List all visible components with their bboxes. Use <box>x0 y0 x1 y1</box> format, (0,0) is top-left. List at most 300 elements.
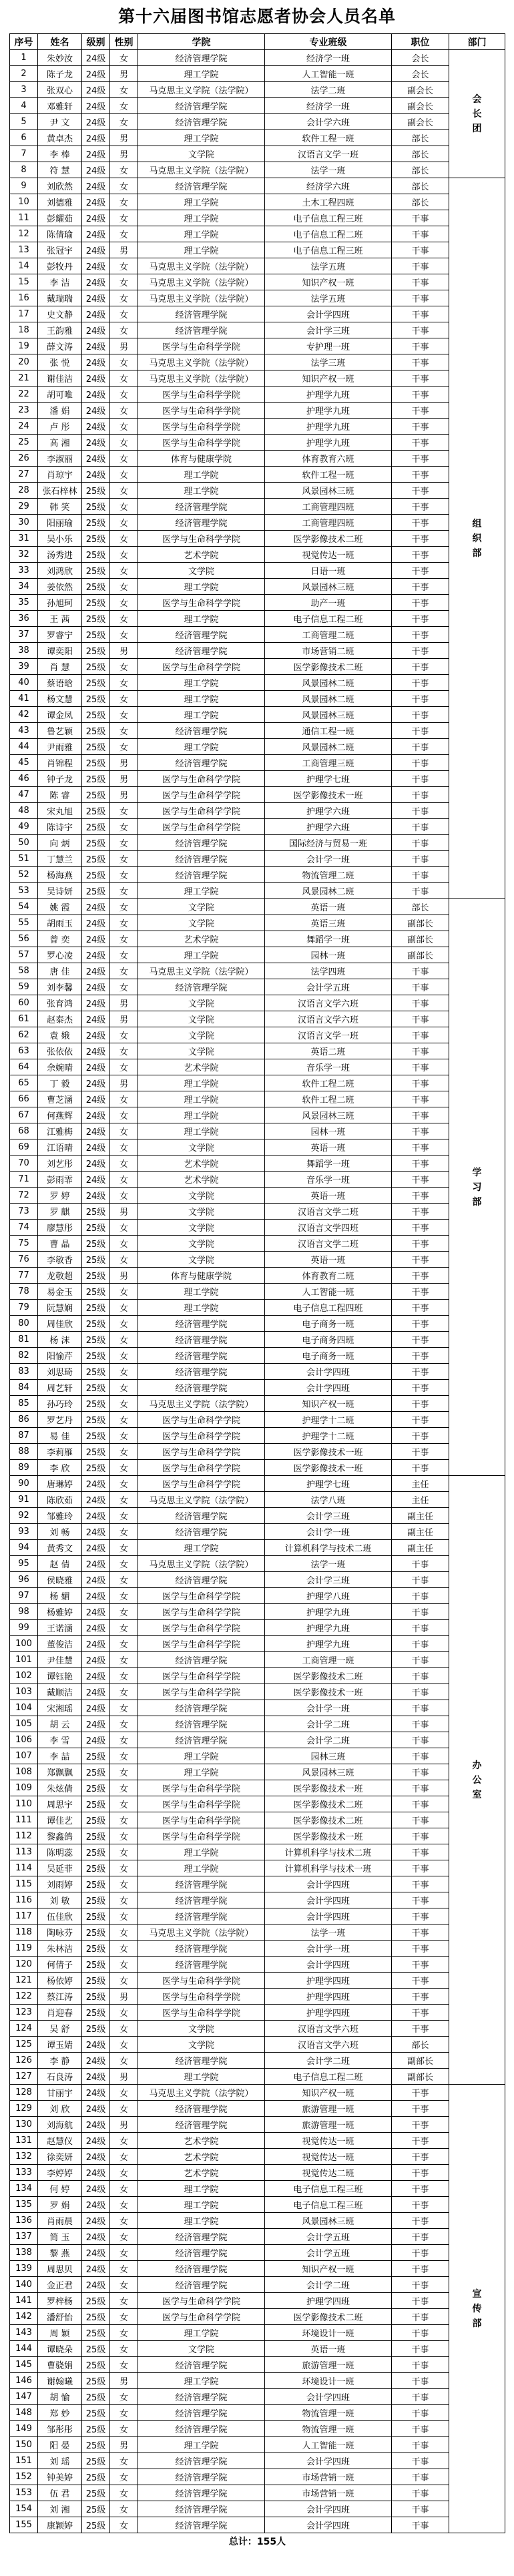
member-college: 经济管理学院 <box>138 2357 265 2373</box>
member-gender: 女 <box>110 1428 138 1444</box>
member-name: 唐 佳 <box>38 963 82 979</box>
member-class: 会计学六班 <box>265 114 392 130</box>
table-row <box>10 451 505 467</box>
row-index: 136 <box>10 2213 38 2229</box>
member-college: 马克思主义学院（法学院） <box>138 354 265 370</box>
member-name: 张冠宇 <box>38 242 82 258</box>
table-row <box>10 1364 505 1380</box>
member-college: 理工学院 <box>138 611 265 627</box>
member-college: 经济管理学院 <box>138 2469 265 2485</box>
member-class: 电子信息工程三班 <box>265 2197 392 2213</box>
row-index: 138 <box>10 2245 38 2261</box>
member-class: 医学影像技术二班 <box>265 659 392 675</box>
member-name: 张育鸿 <box>38 995 82 1011</box>
row-index: 61 <box>10 1011 38 1027</box>
member-gender: 女 <box>110 50 138 66</box>
member-college: 经济管理学院 <box>138 1957 265 1973</box>
row-index: 47 <box>10 787 38 803</box>
member-name: 向 炳 <box>38 835 82 851</box>
member-position: 干事 <box>392 1364 449 1380</box>
table-row <box>10 1876 505 1892</box>
member-gender: 女 <box>110 322 138 338</box>
member-name: 符 慧 <box>38 162 82 178</box>
member-college: 理工学院 <box>138 2437 265 2453</box>
member-position: 干事 <box>392 1764 449 1780</box>
member-name: 李莉雁 <box>38 1444 82 1460</box>
member-name: 谭佳艺 <box>38 1812 82 1828</box>
member-position: 干事 <box>392 1204 449 1220</box>
row-index: 82 <box>10 1348 38 1364</box>
member-position: 副部长 <box>392 2053 449 2069</box>
row-index: 12 <box>10 226 38 242</box>
member-name: 韩 笑 <box>38 499 82 515</box>
member-gender: 男 <box>110 1268 138 1284</box>
member-position: 干事 <box>392 1716 449 1732</box>
member-college: 医学与生命科学学院 <box>138 387 265 403</box>
member-name: 周艺轩 <box>38 1380 82 1396</box>
row-index: 135 <box>10 2197 38 2213</box>
member-college: 马克思主义学院（法学院） <box>138 1556 265 1572</box>
member-name: 孙巧玲 <box>38 1396 82 1412</box>
member-position: 副主任 <box>392 1508 449 1524</box>
member-college: 医学与生命科学学院 <box>138 1412 265 1428</box>
member-gender: 女 <box>110 1924 138 1941</box>
table-row <box>10 2165 505 2181</box>
member-name: 薛文涛 <box>38 338 82 354</box>
member-name: 黎 燕 <box>38 2245 82 2261</box>
member-class: 电子信息工程四班 <box>265 1300 392 1316</box>
member-position: 干事 <box>392 2437 449 2453</box>
member-position: 干事 <box>392 1732 449 1748</box>
member-gender: 女 <box>110 82 138 98</box>
member-gender: 男 <box>110 242 138 258</box>
member-grade: 24级 <box>82 370 110 387</box>
member-college: 理工学院 <box>138 2325 265 2341</box>
member-name: 胡雨玉 <box>38 915 82 931</box>
row-index: 83 <box>10 1364 38 1380</box>
row-index: 16 <box>10 290 38 306</box>
member-class: 工商管理二班 <box>265 627 392 643</box>
table-row <box>10 2229 505 2245</box>
table-row <box>10 258 505 274</box>
member-name: 钟子龙 <box>38 771 82 787</box>
member-position: 干事 <box>392 1700 449 1716</box>
member-class: 护理学九班 <box>265 1604 392 1620</box>
member-class: 护理学四班 <box>265 2293 392 2309</box>
member-class: 护理学九班 <box>265 1636 392 1652</box>
member-class: 园林一班 <box>265 947 392 963</box>
member-position: 干事 <box>392 1588 449 1604</box>
row-index: 57 <box>10 947 38 963</box>
row-index: 10 <box>10 194 38 210</box>
member-name: 周 颖 <box>38 2325 82 2341</box>
member-grade: 25级 <box>82 499 110 515</box>
member-position: 副会长 <box>392 82 449 98</box>
member-grade: 25级 <box>82 1941 110 1957</box>
member-class: 会计学五班 <box>265 2229 392 2245</box>
member-gender: 女 <box>110 483 138 499</box>
member-position: 副部长 <box>392 947 449 963</box>
row-index: 43 <box>10 723 38 739</box>
member-college: 理工学院 <box>138 226 265 242</box>
table-row <box>10 1844 505 1860</box>
row-index: 85 <box>10 1396 38 1412</box>
table-row <box>10 1924 505 1941</box>
table-row <box>10 755 505 771</box>
row-index: 90 <box>10 1476 38 1492</box>
member-gender: 女 <box>110 1892 138 1908</box>
member-name: 谢佳洁 <box>38 370 82 387</box>
table-row <box>10 1780 505 1796</box>
member-class: 音乐学一班 <box>265 1059 392 1075</box>
member-name: 周佳欣 <box>38 1316 82 1332</box>
member-gender: 女 <box>110 1700 138 1716</box>
member-name: 谢翰曦 <box>38 2373 82 2389</box>
table-row <box>10 1043 505 1059</box>
member-position: 干事 <box>392 2501 449 2517</box>
member-gender: 女 <box>110 2037 138 2053</box>
member-gender: 女 <box>110 595 138 611</box>
row-index: 119 <box>10 1941 38 1957</box>
member-grade: 25级 <box>82 2341 110 2357</box>
table-row <box>10 1572 505 1588</box>
row-index: 67 <box>10 1107 38 1123</box>
row-index: 42 <box>10 707 38 723</box>
member-gender: 女 <box>110 1172 138 1188</box>
member-name: 杨依婷 <box>38 1973 82 1989</box>
member-class: 风景园林二班 <box>265 739 392 755</box>
member-name: 杨 沫 <box>38 1332 82 1348</box>
member-class: 土木工程四班 <box>265 194 392 210</box>
member-class: 护理学七班 <box>265 1476 392 1492</box>
row-index: 48 <box>10 803 38 819</box>
member-gender: 女 <box>110 1764 138 1780</box>
member-position: 干事 <box>392 1059 449 1075</box>
table-row <box>10 162 505 178</box>
member-name: 江语晴 <box>38 1139 82 1155</box>
member-gender: 女 <box>110 1524 138 1540</box>
member-gender: 女 <box>110 1123 138 1139</box>
row-index: 116 <box>10 1892 38 1908</box>
member-grade: 25级 <box>82 1973 110 1989</box>
row-index: 107 <box>10 1748 38 1764</box>
table-row <box>10 66 505 82</box>
member-name: 郑 妙 <box>38 2405 82 2421</box>
row-index: 73 <box>10 1204 38 1220</box>
table-row <box>10 1075 505 1091</box>
table-row <box>10 707 505 723</box>
row-index: 17 <box>10 306 38 322</box>
member-college: 理工学院 <box>138 1748 265 1764</box>
row-index: 150 <box>10 2437 38 2453</box>
department-name: 学习部 <box>472 1167 482 1208</box>
member-grade: 25级 <box>82 1204 110 1220</box>
member-class: 体育教育六班 <box>265 451 392 467</box>
member-class: 环境设计一班 <box>265 2325 392 2341</box>
member-grade: 24级 <box>82 979 110 995</box>
member-college: 经济管理学院 <box>138 867 265 883</box>
table-row <box>10 1268 505 1284</box>
member-position: 干事 <box>392 242 449 258</box>
member-grade: 24级 <box>82 82 110 98</box>
member-position: 干事 <box>392 306 449 322</box>
member-gender: 女 <box>110 1300 138 1316</box>
member-gender: 女 <box>110 2261 138 2277</box>
table-row <box>10 915 505 931</box>
member-class: 护理学四班 <box>265 1989 392 2005</box>
member-class: 旅游管理一班 <box>265 2117 392 2133</box>
member-name: 阳丽瑜 <box>38 515 82 531</box>
member-name: 刘思琦 <box>38 1364 82 1380</box>
member-name: 陈子龙 <box>38 66 82 82</box>
member-name: 刘 敏 <box>38 1892 82 1908</box>
member-class: 会计学五班 <box>265 2245 392 2261</box>
member-college: 医学与生命科学学院 <box>138 2293 265 2309</box>
member-class: 法学五班 <box>265 290 392 306</box>
table-row <box>10 1508 505 1524</box>
member-class: 市场营销一班 <box>265 2485 392 2501</box>
member-class: 汉语言文学四班 <box>265 1220 392 1236</box>
member-grade: 25级 <box>82 1764 110 1780</box>
member-college: 理工学院 <box>138 2213 265 2229</box>
member-class: 护理学十二班 <box>265 1428 392 1444</box>
member-grade: 24级 <box>82 1027 110 1043</box>
member-gender: 女 <box>110 2181 138 2197</box>
row-index: 148 <box>10 2405 38 2421</box>
member-class: 专护理一班 <box>265 338 392 354</box>
table-row <box>10 2277 505 2293</box>
member-position: 干事 <box>392 2405 449 2421</box>
table-row <box>10 1941 505 1957</box>
member-class: 工商管理四班 <box>265 515 392 531</box>
member-name: 宋丸旭 <box>38 803 82 819</box>
row-index: 132 <box>10 2149 38 2165</box>
table-row <box>10 499 505 515</box>
member-grade: 24级 <box>82 947 110 963</box>
member-name: 杨文慧 <box>38 691 82 707</box>
member-name: 黄卓杰 <box>38 130 82 146</box>
row-index: 141 <box>10 2293 38 2309</box>
member-name: 蔡江涛 <box>38 1989 82 2005</box>
member-gender: 女 <box>110 2245 138 2261</box>
member-position: 干事 <box>392 1011 449 1027</box>
member-class: 风景园林三班 <box>265 579 392 595</box>
member-college: 马克思主义学院（法学院） <box>138 1924 265 1941</box>
table-row <box>10 1796 505 1812</box>
member-position: 干事 <box>392 547 449 563</box>
member-position: 干事 <box>392 2181 449 2197</box>
table-row <box>10 2309 505 2325</box>
member-gender: 女 <box>110 226 138 242</box>
member-name: 李淑丽 <box>38 451 82 467</box>
member-college: 经济管理学院 <box>138 178 265 194</box>
member-name: 徐奕妍 <box>38 2149 82 2165</box>
member-grade: 25级 <box>82 867 110 883</box>
member-name: 伍 君 <box>38 2485 82 2501</box>
member-college: 理工学院 <box>138 1075 265 1091</box>
table-row <box>10 947 505 963</box>
row-index: 63 <box>10 1043 38 1059</box>
member-grade: 25级 <box>82 1924 110 1941</box>
member-name: 赵 倩 <box>38 1556 82 1572</box>
table-row <box>10 2245 505 2261</box>
member-gender: 女 <box>110 2421 138 2437</box>
table-row <box>10 1989 505 2005</box>
member-position: 干事 <box>392 451 449 467</box>
member-class: 风景园林二班 <box>265 883 392 899</box>
member-position: 干事 <box>392 1252 449 1268</box>
member-college: 经济管理学院 <box>138 1380 265 1396</box>
table-row <box>10 2149 505 2165</box>
member-grade: 24级 <box>82 1588 110 1604</box>
member-grade: 25级 <box>82 2309 110 2325</box>
row-index: 89 <box>10 1460 38 1476</box>
member-gender: 女 <box>110 835 138 851</box>
row-index: 30 <box>10 515 38 531</box>
member-class: 法学二班 <box>265 82 392 98</box>
member-name: 杨海燕 <box>38 867 82 883</box>
member-gender: 女 <box>110 547 138 563</box>
member-grade: 24级 <box>82 1684 110 1700</box>
member-college: 理工学院 <box>138 1860 265 1876</box>
member-name: 刘 瑶 <box>38 2453 82 2469</box>
member-position: 干事 <box>392 2421 449 2437</box>
member-grade: 24级 <box>82 1172 110 1188</box>
member-class: 风景园林二班 <box>265 691 392 707</box>
member-name: 简 玉 <box>38 2229 82 2245</box>
member-position: 干事 <box>392 1604 449 1620</box>
row-index: 145 <box>10 2357 38 2373</box>
member-gender: 女 <box>110 178 138 194</box>
member-grade: 25级 <box>82 2325 110 2341</box>
member-college: 文学院 <box>138 1027 265 1043</box>
member-college: 理工学院 <box>138 66 265 82</box>
member-position: 干事 <box>392 2085 449 2101</box>
member-grade: 24级 <box>82 2181 110 2197</box>
member-position: 干事 <box>392 387 449 403</box>
member-position: 干事 <box>392 1636 449 1652</box>
member-college: 医学与生命科学学院 <box>138 1780 265 1796</box>
member-position: 干事 <box>392 419 449 435</box>
member-grade: 25级 <box>82 1860 110 1876</box>
member-college: 经济管理学院 <box>138 1908 265 1924</box>
row-index: 74 <box>10 1220 38 1236</box>
table-row <box>10 2133 505 2149</box>
row-index: 5 <box>10 114 38 130</box>
member-college: 马克思主义学院（法学院） <box>138 1492 265 1508</box>
member-name: 张依依 <box>38 1043 82 1059</box>
row-index: 9 <box>10 178 38 194</box>
member-name: 李 喆 <box>38 1748 82 1764</box>
member-college: 医学与生命科学学院 <box>138 771 265 787</box>
member-class: 护理学四班 <box>265 2005 392 2021</box>
member-class: 会计学二班 <box>265 1732 392 1748</box>
member-class: 舞蹈学一班 <box>265 1155 392 1172</box>
member-name: 卢 彤 <box>38 419 82 435</box>
member-name: 张双心 <box>38 82 82 98</box>
table-row <box>10 931 505 947</box>
member-name: 龙敬超 <box>38 1268 82 1284</box>
member-position: 干事 <box>392 290 449 306</box>
row-index: 131 <box>10 2133 38 2149</box>
department-label <box>449 899 505 1476</box>
member-position: 干事 <box>392 1957 449 1973</box>
table-row <box>10 1892 505 1908</box>
table-row <box>10 210 505 226</box>
row-index: 91 <box>10 1492 38 1508</box>
member-name: 戴顺洁 <box>38 1684 82 1700</box>
member-class: 风景园林三班 <box>265 1764 392 1780</box>
row-index: 126 <box>10 2053 38 2069</box>
member-class: 电子信息工程三班 <box>265 2181 392 2197</box>
member-grade: 24级 <box>82 98 110 114</box>
table-row <box>10 226 505 242</box>
table-row <box>10 2341 505 2357</box>
member-gender: 女 <box>110 2341 138 2357</box>
member-name: 董俊洁 <box>38 1636 82 1652</box>
member-gender: 男 <box>110 2373 138 2389</box>
row-index: 22 <box>10 387 38 403</box>
member-grade: 24级 <box>82 1155 110 1172</box>
member-class: 知识产权一班 <box>265 370 392 387</box>
member-grade: 25级 <box>82 1796 110 1812</box>
member-class: 计算机科学与技术二班 <box>265 1844 392 1860</box>
member-name: 肖雨晨 <box>38 2213 82 2229</box>
member-class: 舞蹈学一班 <box>265 931 392 947</box>
table-row <box>10 1492 505 1508</box>
member-position: 干事 <box>392 2021 449 2037</box>
member-position: 干事 <box>392 1973 449 1989</box>
member-gender: 女 <box>110 1492 138 1508</box>
member-position: 干事 <box>392 2133 449 2149</box>
row-index: 96 <box>10 1572 38 1588</box>
table-row <box>10 1460 505 1476</box>
member-college: 理工学院 <box>138 130 265 146</box>
row-index: 153 <box>10 2485 38 2501</box>
member-name: 阳 晏 <box>38 2437 82 2453</box>
member-class: 汉语言文学二班 <box>265 1204 392 1220</box>
member-gender: 女 <box>110 1396 138 1412</box>
member-position: 干事 <box>392 2277 449 2293</box>
row-index: 104 <box>10 1700 38 1716</box>
row-index: 80 <box>10 1316 38 1332</box>
table-row <box>10 1732 505 1748</box>
member-college: 医学与生命科学学院 <box>138 1828 265 1844</box>
member-position: 干事 <box>392 2005 449 2021</box>
member-name: 赵慧仪 <box>38 2133 82 2149</box>
member-name: 彭雨霏 <box>38 1172 82 1188</box>
member-position: 主任 <box>392 1492 449 1508</box>
member-position: 干事 <box>392 1876 449 1892</box>
table-row <box>10 322 505 338</box>
table-row <box>10 1139 505 1155</box>
table-row <box>10 1236 505 1252</box>
member-college: 文学院 <box>138 1188 265 1204</box>
member-name: 何 婷 <box>38 2181 82 2197</box>
member-name: 王 茜 <box>38 611 82 627</box>
member-college: 文学院 <box>138 1043 265 1059</box>
member-college: 文学院 <box>138 995 265 1011</box>
member-gender: 男 <box>110 130 138 146</box>
table-row <box>10 1027 505 1043</box>
table-row <box>10 1284 505 1300</box>
row-index: 147 <box>10 2389 38 2405</box>
member-gender: 女 <box>110 1828 138 1844</box>
member-gender: 女 <box>110 451 138 467</box>
member-name: 陈明蕊 <box>38 1844 82 1860</box>
member-name: 李 棒 <box>38 146 82 162</box>
member-grade: 24级 <box>82 306 110 322</box>
